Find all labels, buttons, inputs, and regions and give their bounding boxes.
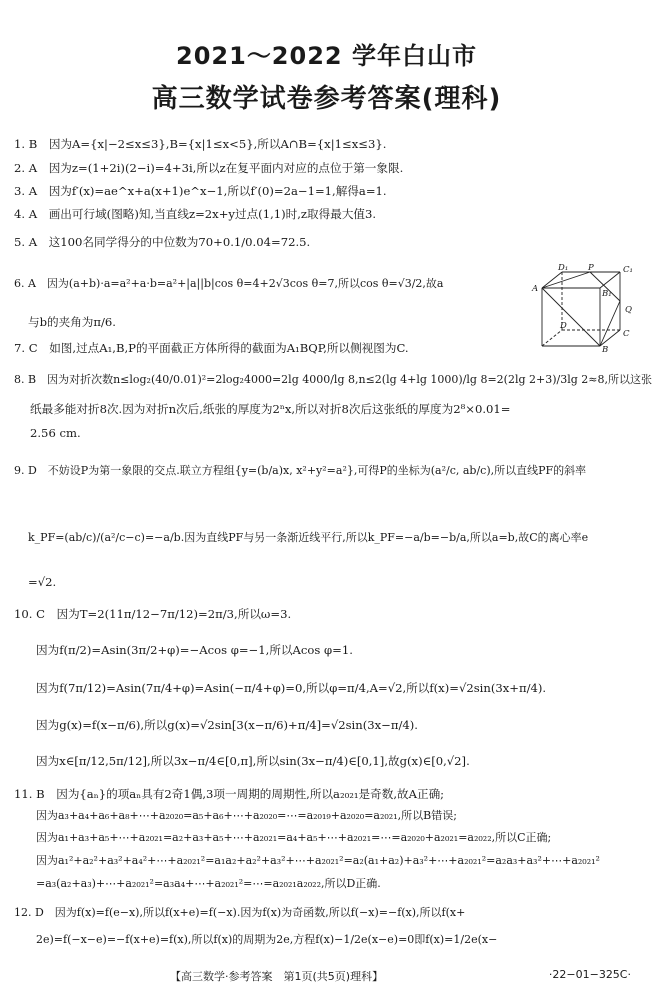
- label-b1: B₁: [602, 289, 612, 299]
- cube-edge: [542, 272, 562, 288]
- answer-line-9-cont1: k_PF=(ab/c)/(a²/c−c)=−a/b.因为直线PF与另一条渐近线平行,所以k_PF=−a/b=−b/a,所以a=b,故C的离心率e: [28, 531, 589, 544]
- label-d1: D₁: [558, 263, 569, 273]
- label-c: C: [623, 329, 630, 339]
- section-edge: [542, 272, 590, 288]
- page-title-line2: 高三数学试卷参考答案(理科): [151, 84, 502, 114]
- answer-line-8: 8. B 因为对折次数n≤log₂(40/0.01)²=2log₂4000=2lg 4000/lg 8,n≤2(lg 4+lg 1000)/lg 8=2(2lg 2+3)/3lg 2≈8,所以这张: [14, 373, 652, 386]
- footer-code: ·22−01−325C·: [548, 968, 631, 981]
- cube-edge: [600, 330, 620, 346]
- answer-line-9-cont2: =√2.: [28, 575, 57, 589]
- answer-line-2: 2. A 因为z=(1+2i)(2−i)=4+3i,所以z在复平面内对应的点位于第一象限.: [14, 161, 404, 175]
- answer-line-11-cont4: =a₃(a₂+a₃)+⋯+a₂₀₂₁²=a₃a₄+⋯+a₂₀₂₁²=⋯=a₂₀₂₁a₂₀₂₂,所以D正确.: [36, 877, 381, 890]
- answer-line-10-cont1: 因为f(π/2)=Asin(3π/2+φ)=−Acos φ=−1,所以Acos φ=1.: [36, 643, 353, 657]
- answer-line-10-cont3: 因为g(x)=f(x−π/6),所以g(x)=√2sin[3(x−π/6)+π/4]=√2sin(3x−π/4).: [36, 718, 418, 732]
- answer-line-8-cont2: 2.56 cm.: [30, 426, 81, 440]
- answer-line-9: 9. D 不妨设P为第一象限的交点.联立方程组{y=(b/a)x, x²+y²=a²},可得P的坐标为(a²/c, ab/c),所以直线PF的斜率: [14, 464, 587, 477]
- cube-edge: [600, 272, 620, 288]
- answer-line-11: 11. B 因为{aₙ}的项aₙ具有2奇1偶,3项一周期的周期性,所以a₂₀₂₁是奇数,故A正确;: [14, 787, 445, 801]
- answer-line-11-cont3: 因为a₁²+a₂²+a₃²+a₄²+⋯+a₂₀₂₁²=a₁a₂+a₂²+a₃²+⋯+a₂₀₂₁²=a₂(a₁+a₂)+a₃²+⋯+a₂₀₂₁²=a₂a₃+a₃²+⋯+a₂₀₂₁²: [36, 854, 600, 867]
- answer-line-11-cont2: 因为a₁+a₃+a₅+⋯+a₂₀₂₁=a₂+a₃+a₅+⋯+a₂₀₂₁=a₄+a₅+⋯+a₂₀₂₁=⋯=a₂₀₂₀+a₂₀₂₁=a₂₀₂₂,所以C正确;: [36, 831, 552, 844]
- answer-line-4: 4. A 画出可行域(图略)知,当直线z=2x+y过点(1,1)时,z取得最大值3.: [14, 207, 377, 221]
- answer-line-10-cont4: 因为x∈[π/12,5π/12],所以3x−π/4∈[0,π],所以sin(3x−π/4)∈[0,1],故g(x)∈[0,√2].: [36, 754, 470, 768]
- label-d: D: [560, 321, 567, 331]
- answer-line-7: 7. C 如图,过点A₁,B,P的平面截正方体所得的截面为A₁BQP,所以侧视图为C.: [14, 341, 409, 355]
- answer-line-10: 10. C 因为T=2(11π/12−7π/12)=2π/3,所以ω=3.: [14, 607, 292, 621]
- section-edge: [600, 301, 620, 346]
- answer-line-6: 6. A 因为(a+b)·a=a²+a·b=a²+|a||b|cos θ=4+2√3cos θ=7,所以cos θ=√3/2,故a: [14, 277, 444, 290]
- cube-figure: [530, 262, 642, 352]
- answer-line-8-cont1: 纸最多能对折8次.因为对折n次后,纸张的厚度为2ⁿx,所以对折8次后这张纸的厚度为2⁸×0.01=: [30, 402, 511, 416]
- label-b: B: [602, 345, 609, 352]
- answer-line-12-cont: 2e)=f(−x−e)=−f(x+e)=f(x),所以f(x)的周期为2e,方程f(x)−1/2e(x−e)=0即f(x)=1/2e(x−: [36, 933, 498, 946]
- answer-line-10-cont2: 因为f(7π/12)=Asin(7π/4+φ)=Asin(−π/4+φ)=0,所以φ=π/4,A=√2,所以f(x)=√2sin(3x+π/4).: [36, 681, 547, 695]
- section-edge: [542, 288, 600, 346]
- label-c1: C₁: [623, 265, 633, 275]
- label-p: P: [588, 263, 594, 273]
- answer-line-6-cont: 与b的夹角为π/6.: [28, 315, 116, 329]
- label-a: A: [532, 284, 539, 294]
- answer-line-1: 1. B 因为A={x|−2≤x≤3},B={x|1≤x<5},所以A∩B={x|1≤x≤3}.: [14, 137, 387, 151]
- answer-line-5: 5. A 这100名同学得分的中位数为70+0.1/0.04=72.5.: [14, 235, 311, 249]
- page-title-line1: 2021～2022 学年白山市: [176, 42, 477, 70]
- footer-page-info: 【高三数学·参考答案 第1页(共5页)理科】: [170, 970, 384, 983]
- answer-line-11-cont1: 因为a₃+a₄+a₆+a₈+⋯+a₂₀₂₀=a₅+a₆+⋯+a₂₀₂₀=⋯=a₂₀₁₉+a₂₀₂₀=a₂₀₂₁,所以B错误;: [36, 809, 457, 822]
- answer-line-12: 12. D 因为f(x)=f(e−x),所以f(x+e)=f(−x).因为f(x)为奇函数,所以f(−x)=−f(x),所以f(x+: [14, 906, 466, 919]
- label-q: Q: [625, 305, 632, 315]
- answer-line-3: 3. A 因为f′(x)=ae^x+a(x+1)e^x−1,所以f′(0)=2a−1=1,解得a=1.: [14, 184, 387, 198]
- hidden-edge: [542, 330, 562, 346]
